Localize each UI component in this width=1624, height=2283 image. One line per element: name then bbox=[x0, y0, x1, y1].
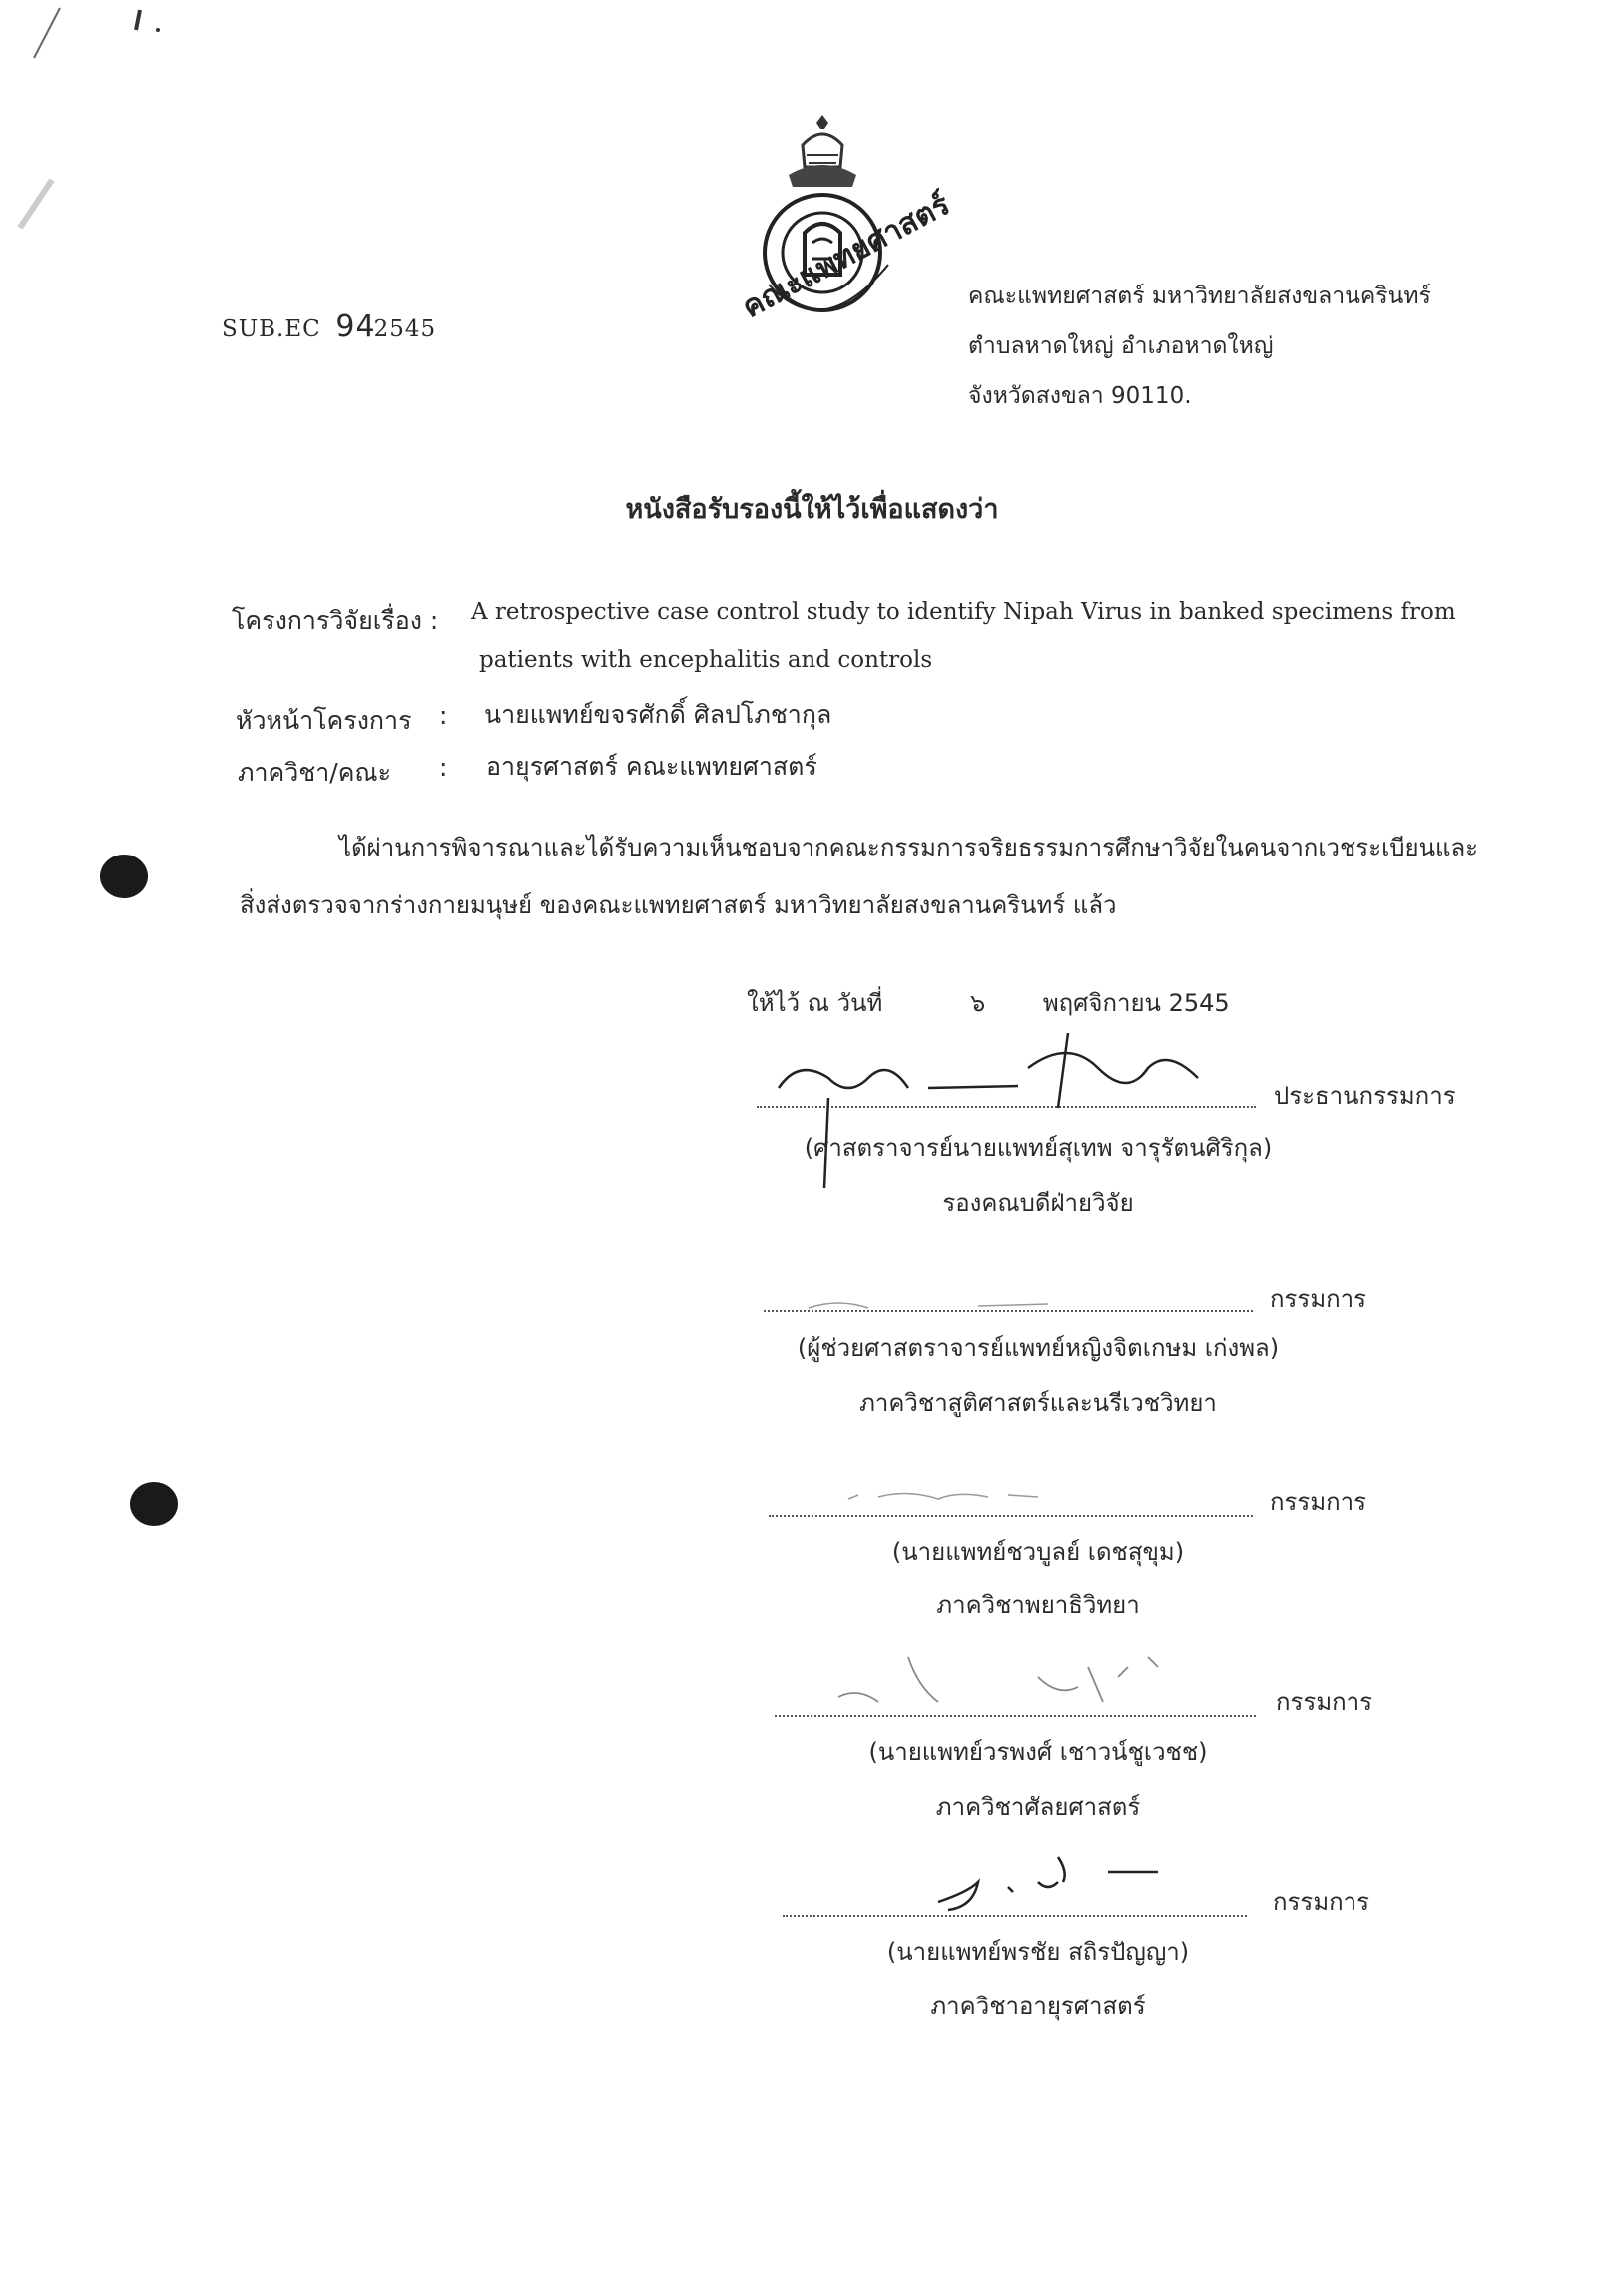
punch-hole bbox=[100, 855, 148, 898]
signatory-department: ภาควิชาศัลยศาสตร์ bbox=[935, 1793, 1141, 1821]
certificate-title: หนังสือรับรองนี้ให้ไว้เพื่อแสดงว่า bbox=[625, 494, 999, 525]
department-value: อายุรศาสตร์ คณะแพทยศาสตร์ bbox=[486, 752, 817, 781]
statement-line: สิ่งส่งตรวจจากร่างกายมนุษย์ ของคณะแพทยศาสตร์ มหาวิทยาลัยสงขลานครินทร์ แล้ว bbox=[240, 891, 1117, 919]
address-line: คณะแพทยศาสตร์ มหาวิทยาลัยสงขลานครินทร์ bbox=[968, 284, 1431, 309]
reference-number bbox=[222, 309, 436, 344]
signatory-role: กรรมการ bbox=[1270, 1488, 1367, 1516]
date-line bbox=[747, 983, 1280, 1022]
project-leader-label: หัวหน้าโครงการ bbox=[236, 706, 412, 735]
signature-line bbox=[769, 1515, 1253, 1517]
address-line: ตำบลหาดใหญ่ อำเภอหาดใหญ่ bbox=[968, 333, 1274, 359]
signatory-department: ภาควิชาพยาธิวิทยา bbox=[936, 1591, 1140, 1619]
signatory-name: (ผู้ช่วยศาสตราจารย์แพทย์หญิงจิตเกษม เก่งพล) bbox=[797, 1334, 1280, 1362]
signatory-department: รองคณบดีฝ่ายวิจัย bbox=[942, 1189, 1134, 1217]
signatory-role: กรรมการ bbox=[1273, 1888, 1370, 1916]
address-line: จังหวัดสงขลา 90110. bbox=[968, 383, 1192, 409]
date-day: ๖ bbox=[969, 989, 986, 1017]
department-label: ภาควิชา/คณะ bbox=[238, 758, 392, 787]
signature-committee bbox=[828, 1647, 1228, 1717]
faculty-address bbox=[968, 272, 1431, 421]
signatory-role: กรรมการ bbox=[1276, 1688, 1373, 1716]
ref-handwritten-number: 94 bbox=[335, 309, 376, 344]
signatory-name: (ศาสตราจารย์นายแพทย์สุเทพ จารุรัตนศิริกุล) bbox=[804, 1134, 1273, 1162]
colon: : bbox=[439, 753, 448, 782]
project-title-line2: patients with encephalitis and controls bbox=[479, 647, 933, 673]
signature-committee bbox=[918, 1852, 1178, 1922]
signature-chairman bbox=[769, 1028, 1268, 1208]
project-leader-value: นายแพทย์ขจรศักดิ์ ศิลปโภชากุล bbox=[484, 700, 832, 729]
signatory-name: (นายแพทย์วรพงศ์ เชาวน์ชูเวชช) bbox=[868, 1738, 1208, 1766]
signatory-department: ภาควิชาสูติศาสตร์และนรีเวชวิทยา bbox=[859, 1389, 1217, 1417]
signatory-name: (นายแพทย์ชวบูลย์ เดชสุขุม) bbox=[891, 1538, 1185, 1566]
colon: : bbox=[439, 701, 448, 730]
signature-committee bbox=[838, 1481, 1058, 1511]
statement-line: ได้ผ่านการพิจารณาและได้รับความเห็นชอบจากคณะกรรมการจริยธรรมการศึกษาวิจัยในคนจากเวชระเบียนและ bbox=[339, 834, 1479, 861]
date-month-year: พฤศจิกายน 2545 bbox=[1042, 989, 1230, 1017]
ref-prefix: SUB.EC bbox=[222, 316, 321, 342]
signatory-name: (นายแพทย์พรชัย สถิรปัญญา) bbox=[886, 1938, 1190, 1966]
pencil-mark bbox=[12, 0, 212, 240]
punch-hole bbox=[130, 1482, 178, 1526]
ref-year: 2545 bbox=[373, 316, 437, 342]
project-title-label: โครงการวิจัยเรื่อง : bbox=[232, 606, 439, 635]
signatory-department: ภาควิชาอายุรศาสตร์ bbox=[930, 1993, 1146, 2020]
signature-committee bbox=[799, 1288, 1098, 1318]
project-title-line1: A retrospective case control study to identify Nipah Virus in banked specimens from bbox=[471, 599, 1456, 625]
date-label: ให้ไว้ ณ วันที่ bbox=[747, 989, 883, 1017]
approval-statement bbox=[240, 819, 1517, 934]
seal-caption: คณะแพทยศาสตร์ bbox=[736, 187, 956, 326]
signatory-role: ประธานกรรมการ bbox=[1274, 1082, 1456, 1110]
signatory-role: กรรมการ bbox=[1270, 1285, 1367, 1313]
